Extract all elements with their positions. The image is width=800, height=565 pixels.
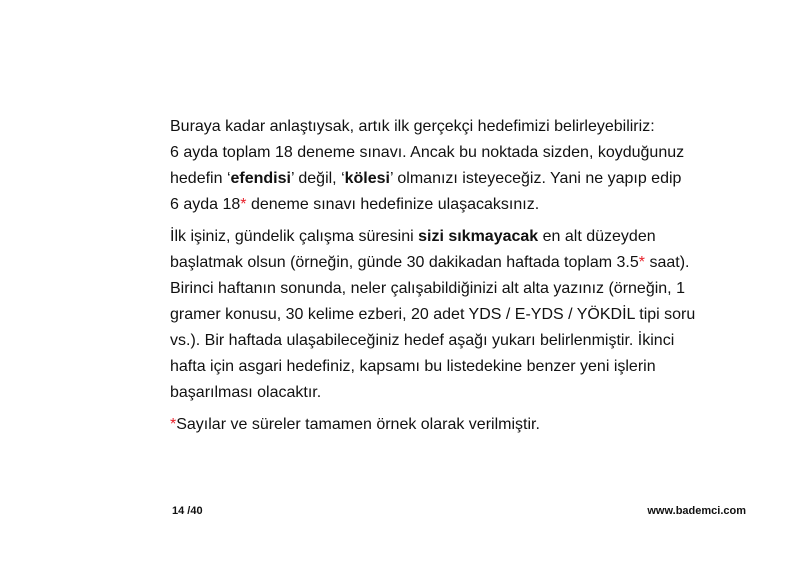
paragraph-line: gramer konusu, 30 kelime ezberi, 20 adet YDS / E-YDS / YÖKDİL tipi soru <box>170 306 696 323</box>
asterisk-marker: * <box>240 196 247 213</box>
paragraph-line: Birinci haftanın sonunda, neler çalışabildiğinizi alt alta yazınız (örneğin, 1 <box>170 280 685 297</box>
paragraph-line: başarılması olacaktır. <box>170 384 322 401</box>
asterisk-marker: * <box>638 254 645 271</box>
paragraph-line <box>170 192 770 218</box>
text-segment: en alt düzeyden <box>538 228 656 245</box>
text-segment: saat). <box>645 254 690 271</box>
text-segment: başlatmak olsun (örneğin, günde 30 dakikadan haftada toplam 3.5 <box>170 254 639 271</box>
footnote-text: Sayılar ve süreler tamamen örnek olarak verilmiştir. <box>176 416 540 433</box>
text-segment: deneme sınavı hedefinize ulaşacaksınız. <box>246 196 540 213</box>
text-segment: ’ olmanızı isteyeceğiz. Yani ne yapıp edip <box>389 170 682 187</box>
paragraph-line: vs.). Bir haftada ulaşabileceğiniz hedef aşağı yukarı belirlenmiştir. İkinci <box>170 332 675 349</box>
paragraph-line: hafta için asgari hedefiniz, kapsamı bu listedekine benzer yeni işlerin <box>170 358 656 375</box>
footnote-line <box>170 412 770 438</box>
text-segment: ’ değil, ‘ <box>290 170 345 187</box>
text-segment: 6 ayda 18 <box>170 196 241 213</box>
document-body <box>170 114 770 438</box>
paragraph-first-step <box>170 224 770 406</box>
footnote <box>170 412 770 438</box>
paragraph-line <box>170 250 770 276</box>
page-number: 14 /40 <box>172 505 203 517</box>
text-segment: İlk işiniz, gündelik çalışma süresini <box>170 228 419 245</box>
paragraph-line: Buraya kadar anlaştıysak, artık ilk gerçekçi hedefimizi belirleyebiliriz: <box>170 118 655 135</box>
paragraph-line <box>170 166 770 192</box>
website-link[interactable]: www.bademci.com <box>647 505 746 517</box>
bold-phrase-sizi-sikmayacak: sizi sıkmayacak <box>418 228 539 245</box>
paragraph-goal <box>170 114 770 218</box>
bold-word-kolesi: kölesi <box>344 170 390 187</box>
paragraph-line: 6 ayda toplam 18 deneme sınavı. Ancak bu noktada sizden, koyduğunuz <box>170 144 685 161</box>
bold-word-efendisi: efendisi <box>230 170 291 187</box>
asterisk-marker: * <box>170 416 177 433</box>
paragraph-line <box>170 224 770 250</box>
text-segment: hedefin ‘ <box>170 170 231 187</box>
